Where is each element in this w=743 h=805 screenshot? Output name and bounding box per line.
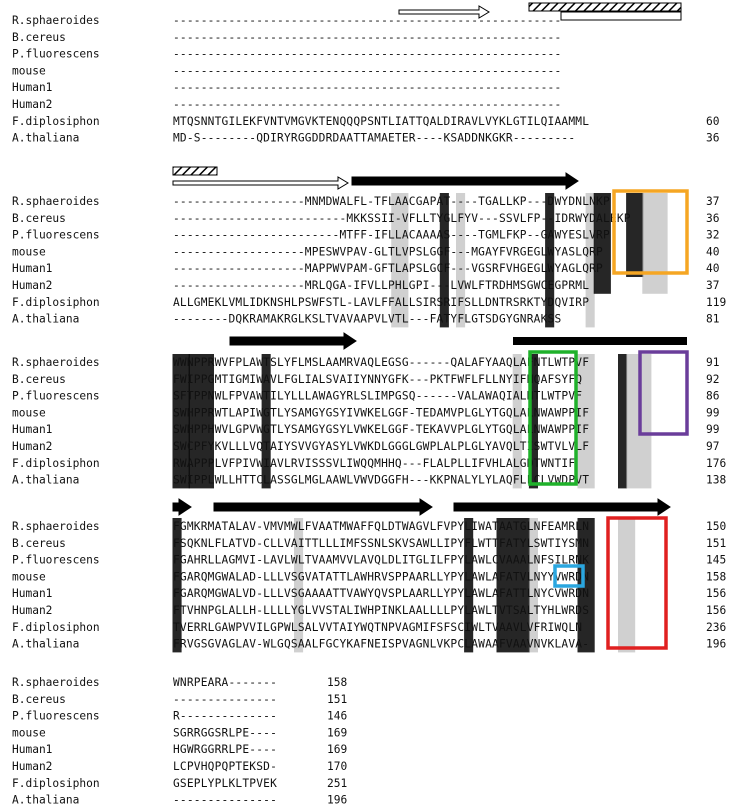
residue-count: 196 [706,637,727,651]
species-name: P.fluorescens [12,553,100,567]
species-name: P.fluorescens [12,709,100,723]
species-name: Human1 [12,743,53,757]
species-name: B.cereus [12,692,66,706]
solid-strand-arrow [214,499,432,515]
hatched-helix-bar [173,167,217,175]
solid-strand-arrow [173,499,191,515]
residue-count: 156 [706,604,727,617]
sequence-row: FGARQMGWALAD-LLLVSGVATATTLAWHRVSPPAARLLYPYLAWLAFATVLNYYVWRDN [173,570,590,584]
residue-count: 99 [706,423,720,437]
residue-count: 150 [706,520,727,533]
residue-count: 169 [327,743,348,757]
residue-count: 86 [706,389,720,403]
sequence-row: -------------------------------------------------------- [173,64,562,78]
red-motif-box [608,518,666,648]
sequence-row: FGARQMGWALVD-LLLVSGAAAATTVAWYQVSPLAARLLYPYLAWLAFATTLNYCVWRDN [173,587,590,601]
residue-count: 40 [706,245,720,259]
species-name: A.thaliana [12,793,80,805]
species-name: R.sphaeroides [12,676,100,689]
identical-column [618,354,627,488]
species-name: F.diplosiphon [12,620,100,634]
sequence-row: WNRPEARA------- [173,676,278,689]
species-name: A.thaliana [12,637,80,651]
residue-count: 60 [706,114,720,128]
sequence-row: SFTPPNWLFPVAWTILYLLLAWAGYRLSLIMPGSQ------VALAWAQIALNTLWTPVF [173,389,583,403]
sequence-row: --------DQKRAMAKRGLKSLTVAVAAPVLVTL---FATYFLGTSDGYGNRAKSS [173,312,562,326]
sequence-row: MD-S--------QDIRYRGGDDRDAATTAMAETER----KSADDNKGKR--------- [173,131,576,145]
hatched-helix-bar [529,3,681,11]
residue-count: 151 [706,536,727,550]
species-name: mouse [12,245,46,259]
species-name: B.cereus [12,30,66,44]
residue-count: 40 [706,262,720,276]
residue-count: 91 [706,356,720,369]
species-name: mouse [12,406,46,420]
residue-count: 169 [327,726,348,740]
sequence-row: WWNPPRWVFPLAWTSLYFLMSLAAMRVAQLEGSG------QALAFYAAQLAFNTLWTPVF [173,356,590,369]
species-name: Human1 [12,423,53,437]
species-name: A.thaliana [12,312,80,326]
sequence-row: -------------------------------------------------------- [173,14,562,27]
residue-count: 119 [706,295,727,309]
sequence-row: R-------------- [173,709,278,723]
solid-strand-arrow [352,173,578,189]
sequence-row: -------------------MPESWVPAV-GLTLVPSLGGF---MGAYFVRGEGLWYASLQRP [173,245,603,259]
residue-count: 156 [706,587,727,601]
species-name: B.cereus [12,536,66,550]
species-name: Human2 [12,98,53,111]
species-name: F.diplosiphon [12,295,100,309]
species-name: P.fluorescens [12,228,100,242]
sequence-row: HGWRGGRRLPE---- [173,743,278,757]
sequence-row: TVERRLGAWPVVILGPWLSALVVTAIYWQTNPVAGMIFSFSCIWLTVAAVLVFRIWQLN [173,620,583,634]
sequence-row: -------------------MRLQGA-IFVLLPHLGPI---LVWLFTRDHMSGWCEGPRML [173,279,590,292]
residue-count: 81 [706,312,720,326]
species-name: Human1 [12,587,53,601]
identical-column [626,193,643,277]
residue-count: 158 [706,570,727,584]
species-name: mouse [12,64,46,78]
species-name: Human1 [12,81,53,95]
residue-count: 37 [706,279,720,292]
sequence-row: -------------------------------------------------------- [173,81,562,95]
species-name: Human2 [12,279,53,292]
sequence-row: ------------------------MTFF-IFLLACAAAAS----TGMLFKP--GAWYESLVRP [173,228,610,242]
solid-bar [513,337,687,345]
sequence-row: -------------------MNMDWALFL-TFLAACGAPAT----TGALLKP---DWYDNLNKP [173,195,610,208]
species-name: F.diplosiphon [12,776,100,790]
sequence-row: RWAPPPLVFPIVWIAVLRVISSSVLIWQQMHHQ---FLALPLLIFVHLALGDTWNTIF [173,456,576,470]
similar-column [642,193,667,294]
sequence-row: ALLGMEKLVMLIDKNSHLPSWFSTL-LAVLFFALLSIRSRIFSLLDNTRSRKTYDQVIRP [173,295,590,309]
species-name: B.cereus [12,211,66,225]
sequence-row: LCPVHQPQPTEKSD- [173,760,278,773]
species-name: F.diplosiphon [12,114,100,128]
residue-count: 37 [706,195,720,208]
species-name: Human2 [12,440,53,453]
species-name: R.sphaeroides [12,356,100,369]
sequence-row: --------------- [173,692,278,706]
residue-count: 36 [706,211,720,225]
sequence-row: FGAHRLLAGMVI-LAVLWLTVAAMVVLAVQLDLITGLILFPYLAWLCVAAALNFSILRNK [173,553,590,567]
species-name: F.diplosiphon [12,456,100,470]
sequence-row: SWHPPRWTLAPIWGTLYSAMGYGSYIVWKELGGF-TEDAMVPLGLYTGQLALNWAWPPIF [173,406,590,420]
similar-column [618,518,635,652]
sequence-row: GSEPLYPLKLTPVEK [173,776,278,790]
sequence-row: --------------- [173,793,278,805]
residue-count: 236 [706,620,727,634]
sequence-row: FGMKRMATALAV-VMVMWLFVAATMWAFFQLDTWAGVLFVPYLIWATAATGLNFEAMRLN [173,520,590,533]
open-bar [561,12,681,20]
sequence-row: MTQSNNTGILEKFVNTVMGVKTENQQQPSNTLIATTQALDIRAVLVYKLGTILQIAAMML [173,114,590,128]
identical-column [594,193,611,294]
sequence-row: -------------------------------------------------------- [173,98,562,111]
sequence-row: SWHPPHWVLGPVWGTLYSAMGYGSYLVWKELGGF-TEKAVVPLGLYTGQLALNWAWPPIF [173,423,590,437]
residue-count: 92 [706,372,720,386]
residue-count: 99 [706,406,720,420]
species-name: R.sphaeroides [12,14,100,27]
residue-count: 32 [706,228,720,242]
sequence-row: SGRRGGSRLPE---- [173,726,278,740]
sequence-row: FSQKNLFLATVD-CLLVAITTLLLIMFSSNLSKVSAWLLIPYFLWTTFATYLSWTIYSMN [173,536,590,550]
open-strand-arrow [173,177,348,189]
species-name: A.thaliana [12,473,80,487]
residue-count: 138 [706,473,727,487]
sequence-row: -------------------------------------------------------- [173,47,562,61]
residue-count: 97 [706,440,720,453]
residue-count: 36 [706,131,720,145]
residue-count: 196 [327,793,348,805]
sequence-row: -------------------------------------------------------- [173,30,562,44]
sequence-row: -------------------------MKKSSII-VFLLTYGLFYV---SSVLFP--IDRWYDALEKP [173,211,631,225]
residue-count: 158 [327,676,348,689]
species-name: R.sphaeroides [12,195,100,208]
residue-count: 251 [327,776,348,790]
species-name: R.sphaeroides [12,520,100,533]
sequence-row: -------------------MAPPWVPAM-GFTLAPSLGCF---VGSRFVHGEGLWYAGLQRP [173,262,603,276]
species-name: mouse [12,726,46,740]
residue-count: 176 [706,456,727,470]
species-name: P.fluorescens [12,389,100,403]
sequence-row: FTVHNPGLALLH-LLLLYGLVVSTALIWHPINKLAALLLLPYLAWLTVTSALTYHLWRDS [173,604,590,617]
species-name: A.thaliana [12,131,80,145]
residue-count: 145 [706,553,727,567]
sequence-row: SWCPFYKVLLLVQTAIYSVVGYASYLVWKDLGGGLGWPLALPLGLYAVQLTISWTVLVLF [173,440,590,453]
species-name: mouse [12,570,46,584]
species-name: Human1 [12,262,53,276]
residue-count: 170 [327,760,348,773]
species-name: B.cereus [12,372,66,386]
solid-strand-arrow [454,499,670,515]
species-name: P.fluorescens [12,47,100,61]
residue-count: 146 [327,709,348,723]
species-name: Human2 [12,760,53,773]
sequence-row: FRVGSGVAGLAV-WLGQSAALFGCYKAFNEISPVAGNLVKPCLAWAAFVAAVNVKLAVA- [173,637,590,651]
sequence-row: SWIPPLWLLHTTCLASSGLMGLAAWLVWVDGGFH---KKPNALYLYLAQFLLCLVWDPVT [173,473,590,487]
residue-count: 151 [327,692,348,706]
sequence-row: FWIPPGMTIGMIWAVLFGLIALSVAIIYNNYGFK---PKTFWFLFLLNYIFNQAFSYFQ [173,372,583,386]
species-name: Human2 [12,604,53,617]
solid-strand-arrow [230,333,356,349]
